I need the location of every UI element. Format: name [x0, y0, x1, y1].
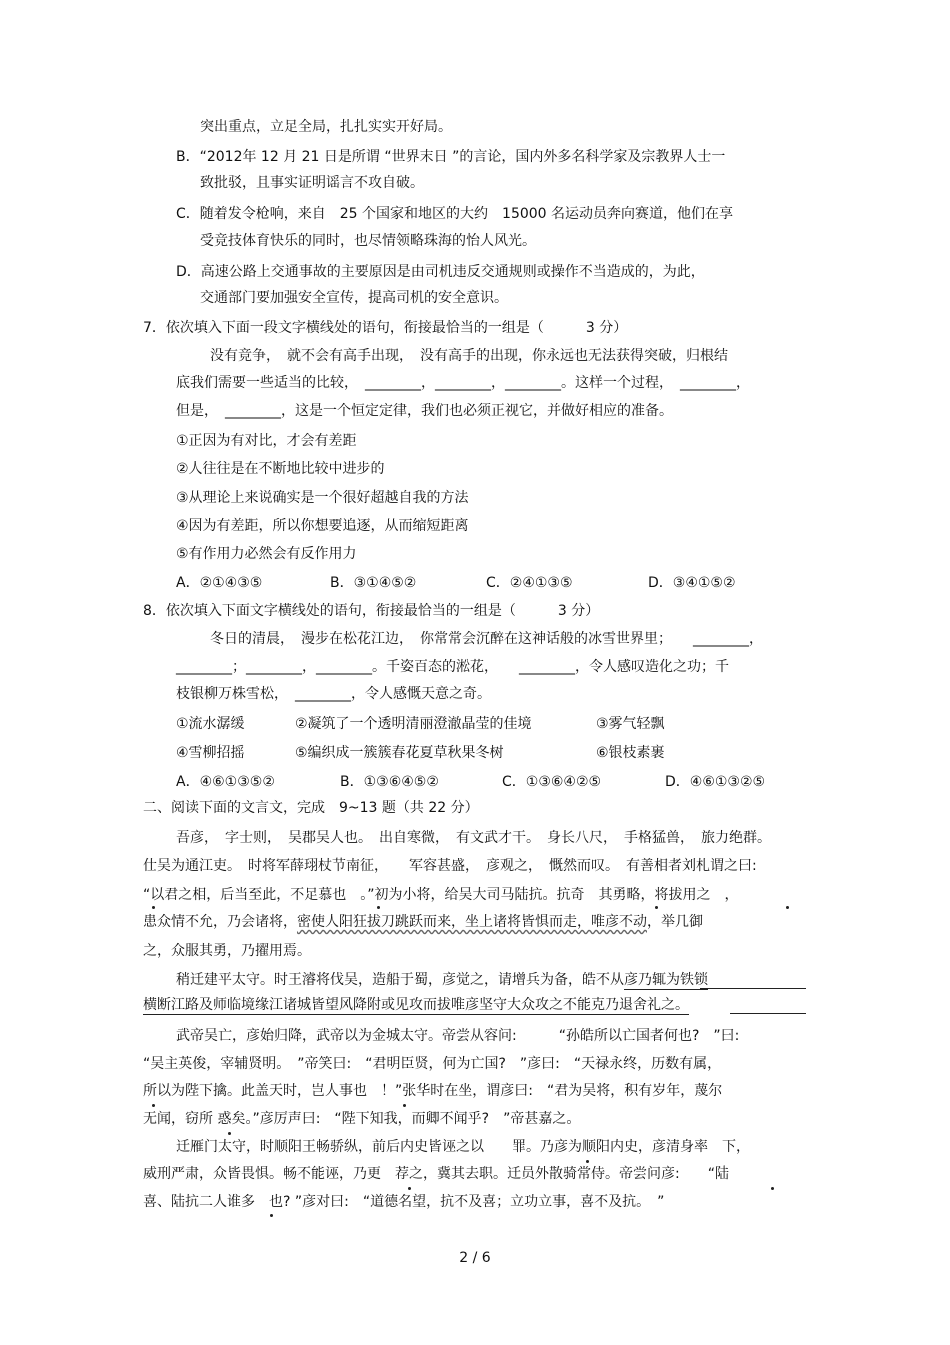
q7-option-d: D．③④①⑤②: [648, 575, 736, 591]
passage-p2-line2: [143, 996, 689, 1014]
underlined-punctuation-task: 横断江路及师临境缘江诸城皆望风降附或见攻而拔唯彦坚守大众攻之不能克乃退舍礼之。: [143, 997, 689, 1013]
passage-p4-line1: 迁雁门太守，时顺阳王畅骄纵，前后内史皆诬之以 罪。乃彦为顺阳内史，彦清身率 下，: [176, 1139, 750, 1155]
q8-stem: 8．依次填入下面文字横线处的语句，衔接最恰当的一组是（ 3 分）: [143, 603, 600, 619]
passage-p1-line3: “以君之相，后当至此，不足慕也 。”初为小将，给吴大司马陆抗。抗奇 其勇略，将拔用之 ，: [143, 887, 739, 903]
emphasis-dot: [408, 1187, 411, 1190]
q8-item-1: ①流水潺缓: [176, 716, 245, 732]
section2-heading: 二、阅读下面的文言文，完成 9~13 题（共 22 分）: [143, 800, 479, 816]
q8-item-2: ②凝筑了一个透明清丽澄澈晶莹的佳境: [295, 716, 532, 732]
q6-option-c-line1: C．随着发令枪响，来自 25 个国家和地区的大约 15000 名运动员奔向赛道，他们在享: [176, 206, 734, 222]
q6-option-d-line2: 交通部门要加强安全宣传，提高司机的安全意识。: [200, 290, 508, 306]
q7-option-b: B．③①④⑤②: [330, 575, 417, 591]
passage-p1-line2: 仕吴为通江吏。 时将军薛珝杖节南征， 军容甚盛， 彦观之， 慨然而叹。 有善相者刘札谓之曰:: [143, 858, 757, 874]
passage-p2-line1: [176, 971, 708, 989]
emphasis-dot: [771, 1187, 774, 1190]
q8-passage-line2: ________；________，________。千姿百态的淞花， ________，令人感叹造化之功；千: [176, 659, 729, 675]
q8-option-c: C．①③⑥④②⑤: [502, 774, 602, 790]
passage-text: ，举几御: [647, 914, 703, 930]
passage-p3-line4: 无闻，窃所 惑矣。”彦厉声曰: “陛下知我，而卿不闻乎? ”帝甚嘉之。: [143, 1111, 581, 1127]
emphasis-dot: [786, 906, 789, 909]
q7-item-5: ⑤有作用力必然会有反作用力: [176, 546, 357, 562]
q8-option-b: B．①③⑥④⑤②: [340, 774, 439, 790]
q6-option-c-line2: 受竞技体育快乐的同时，也尽情领略珠海的怡人风光。: [200, 233, 536, 249]
q7-passage-line1: 没有竞争， 就不会有高手出现， 没有高手的出现，你永远也无法获得突破，归根结: [210, 348, 728, 364]
q7-passage-line3: 但是， ________，这是一个恒定定律，我们也必须正视它，并做好相应的准备。: [176, 403, 673, 419]
emphasis-dot: [152, 906, 155, 909]
passage-text: 患众情不允，乃会诸将，: [143, 914, 297, 930]
q8-item-4: ④雪柳招摇: [176, 745, 245, 761]
passage-p1-line5: 之，众服其勇，乃擢用焉。: [143, 943, 311, 959]
passage-p3-line1: 武帝吴亡，彦始归降，武帝以为金城太守。帝尝从容问: “孙皓所以亡国者何也? ”曰:: [176, 1028, 740, 1044]
q8-passage-line3: 枝银柳万株雪松， ________，令人感慨天意之奇。: [176, 686, 491, 702]
q8-option-a: A．④⑥①③⑤②: [176, 774, 275, 790]
emphasis-dot: [377, 906, 380, 909]
emphasis-dot: [586, 1160, 589, 1163]
emphasis-dot: [152, 1104, 155, 1107]
q7-option-c: C．②④①③⑤: [486, 575, 573, 591]
underlined-punctuation-task: 彦乃辄为铁锁: [624, 972, 708, 988]
q6-option-b-line1: B．“2012年 12 月 21 日是所谓 “世界末日 ”的言论，国内外多名科学家及宗教界人士一: [176, 149, 726, 165]
emphasis-dot: [270, 1214, 273, 1217]
q7-option-a: A．②①④③⑤: [176, 575, 263, 591]
passage-p3-line3: 所以为陛下擒。此盖天时，岂人事也 ！”张华时在坐，谓彦曰: “君为吴将，积有岁年，蔑尔: [143, 1083, 723, 1099]
page-number: 2 / 6: [459, 1250, 491, 1266]
q7-item-3: ③从理论上来说确实是一个很好超越自我的方法: [176, 490, 469, 506]
q8-passage-line1: 冬日的清晨， 漫步在松花江边， 你常常会沉醉在这神话般的冰雪世界里； ________，: [210, 631, 763, 647]
q8-item-3: ③雾气轻飘: [596, 716, 665, 732]
passage-p4-line2: 威刑严肃，众皆畏惧。畅不能诬，乃更 荐之，冀其去职。迁员外散骑常侍。帝尝问彦: “陆: [143, 1166, 729, 1182]
q6-option-b-line2: 致批驳，且事实证明谣言不攻自破。: [200, 175, 424, 191]
emphasis-dot: [403, 1104, 406, 1107]
passage-p4-line3: 喜、陆抗二人谁多 也? ”彦对曰: “道德名望，抗不及喜；立功立事，喜不及抗。 ”: [143, 1194, 665, 1210]
q7-item-2: ②人往往是在不断地比较中进步的: [176, 461, 385, 477]
passage-p3-line2: “吴主英俊，宰辅贤明。 ”帝笑曰: “君明臣贤，何为亡国? ”彦曰: “天禄永终，历数有属，: [143, 1056, 722, 1072]
emphasis-dot: [655, 906, 658, 909]
emphasis-dot: [228, 1132, 231, 1135]
q6-option-a-continuation: 突出重点，立足全局，扎扎实实开好局。: [200, 119, 452, 135]
q6-option-d-line1: D．高速公路上交通事故的主要原因是由司机违反交通规则或操作不当造成的，为此，: [176, 264, 705, 280]
underline-extension: [700, 988, 806, 989]
passage-text: 稍迁建平太守。时王濬将伐吴，造船于蜀，彦觉之，请增兵为备，皓不从: [176, 972, 624, 988]
underline-extension: [730, 1013, 806, 1014]
q7-passage-line2: 底我们需要一些适当的比较， ________，________，________。这样一个过程， ________，: [176, 375, 750, 391]
q7-item-4: ④因为有差距，所以你想要追逐，从而缩短距离: [176, 518, 469, 534]
passage-p1-line4: [143, 913, 703, 931]
wavy-underlined-sentence: 密使人阳狂拔刀跳跃而来，坐上诸将皆惧而走，唯彦不动: [297, 914, 647, 930]
q8-item-5: ⑤编织成一簇簇春花夏草秋果冬树: [295, 745, 504, 761]
q7-stem: 7．依次填入下面一段文字横线处的语句，衔接最恰当的一组是（ 3 分）: [143, 320, 628, 336]
q8-option-d: D．④⑥①③②⑤: [665, 774, 766, 790]
passage-p1-line1: 吾彦， 字士则， 吴郡吴人也。 出自寒微， 有文武才干。 身长八尺， 手格猛兽， 旅力绝群。: [176, 830, 771, 846]
q7-item-1: ①正因为有对比，才会有差距: [176, 433, 357, 449]
q8-item-6: ⑥银枝素裹: [596, 745, 665, 761]
